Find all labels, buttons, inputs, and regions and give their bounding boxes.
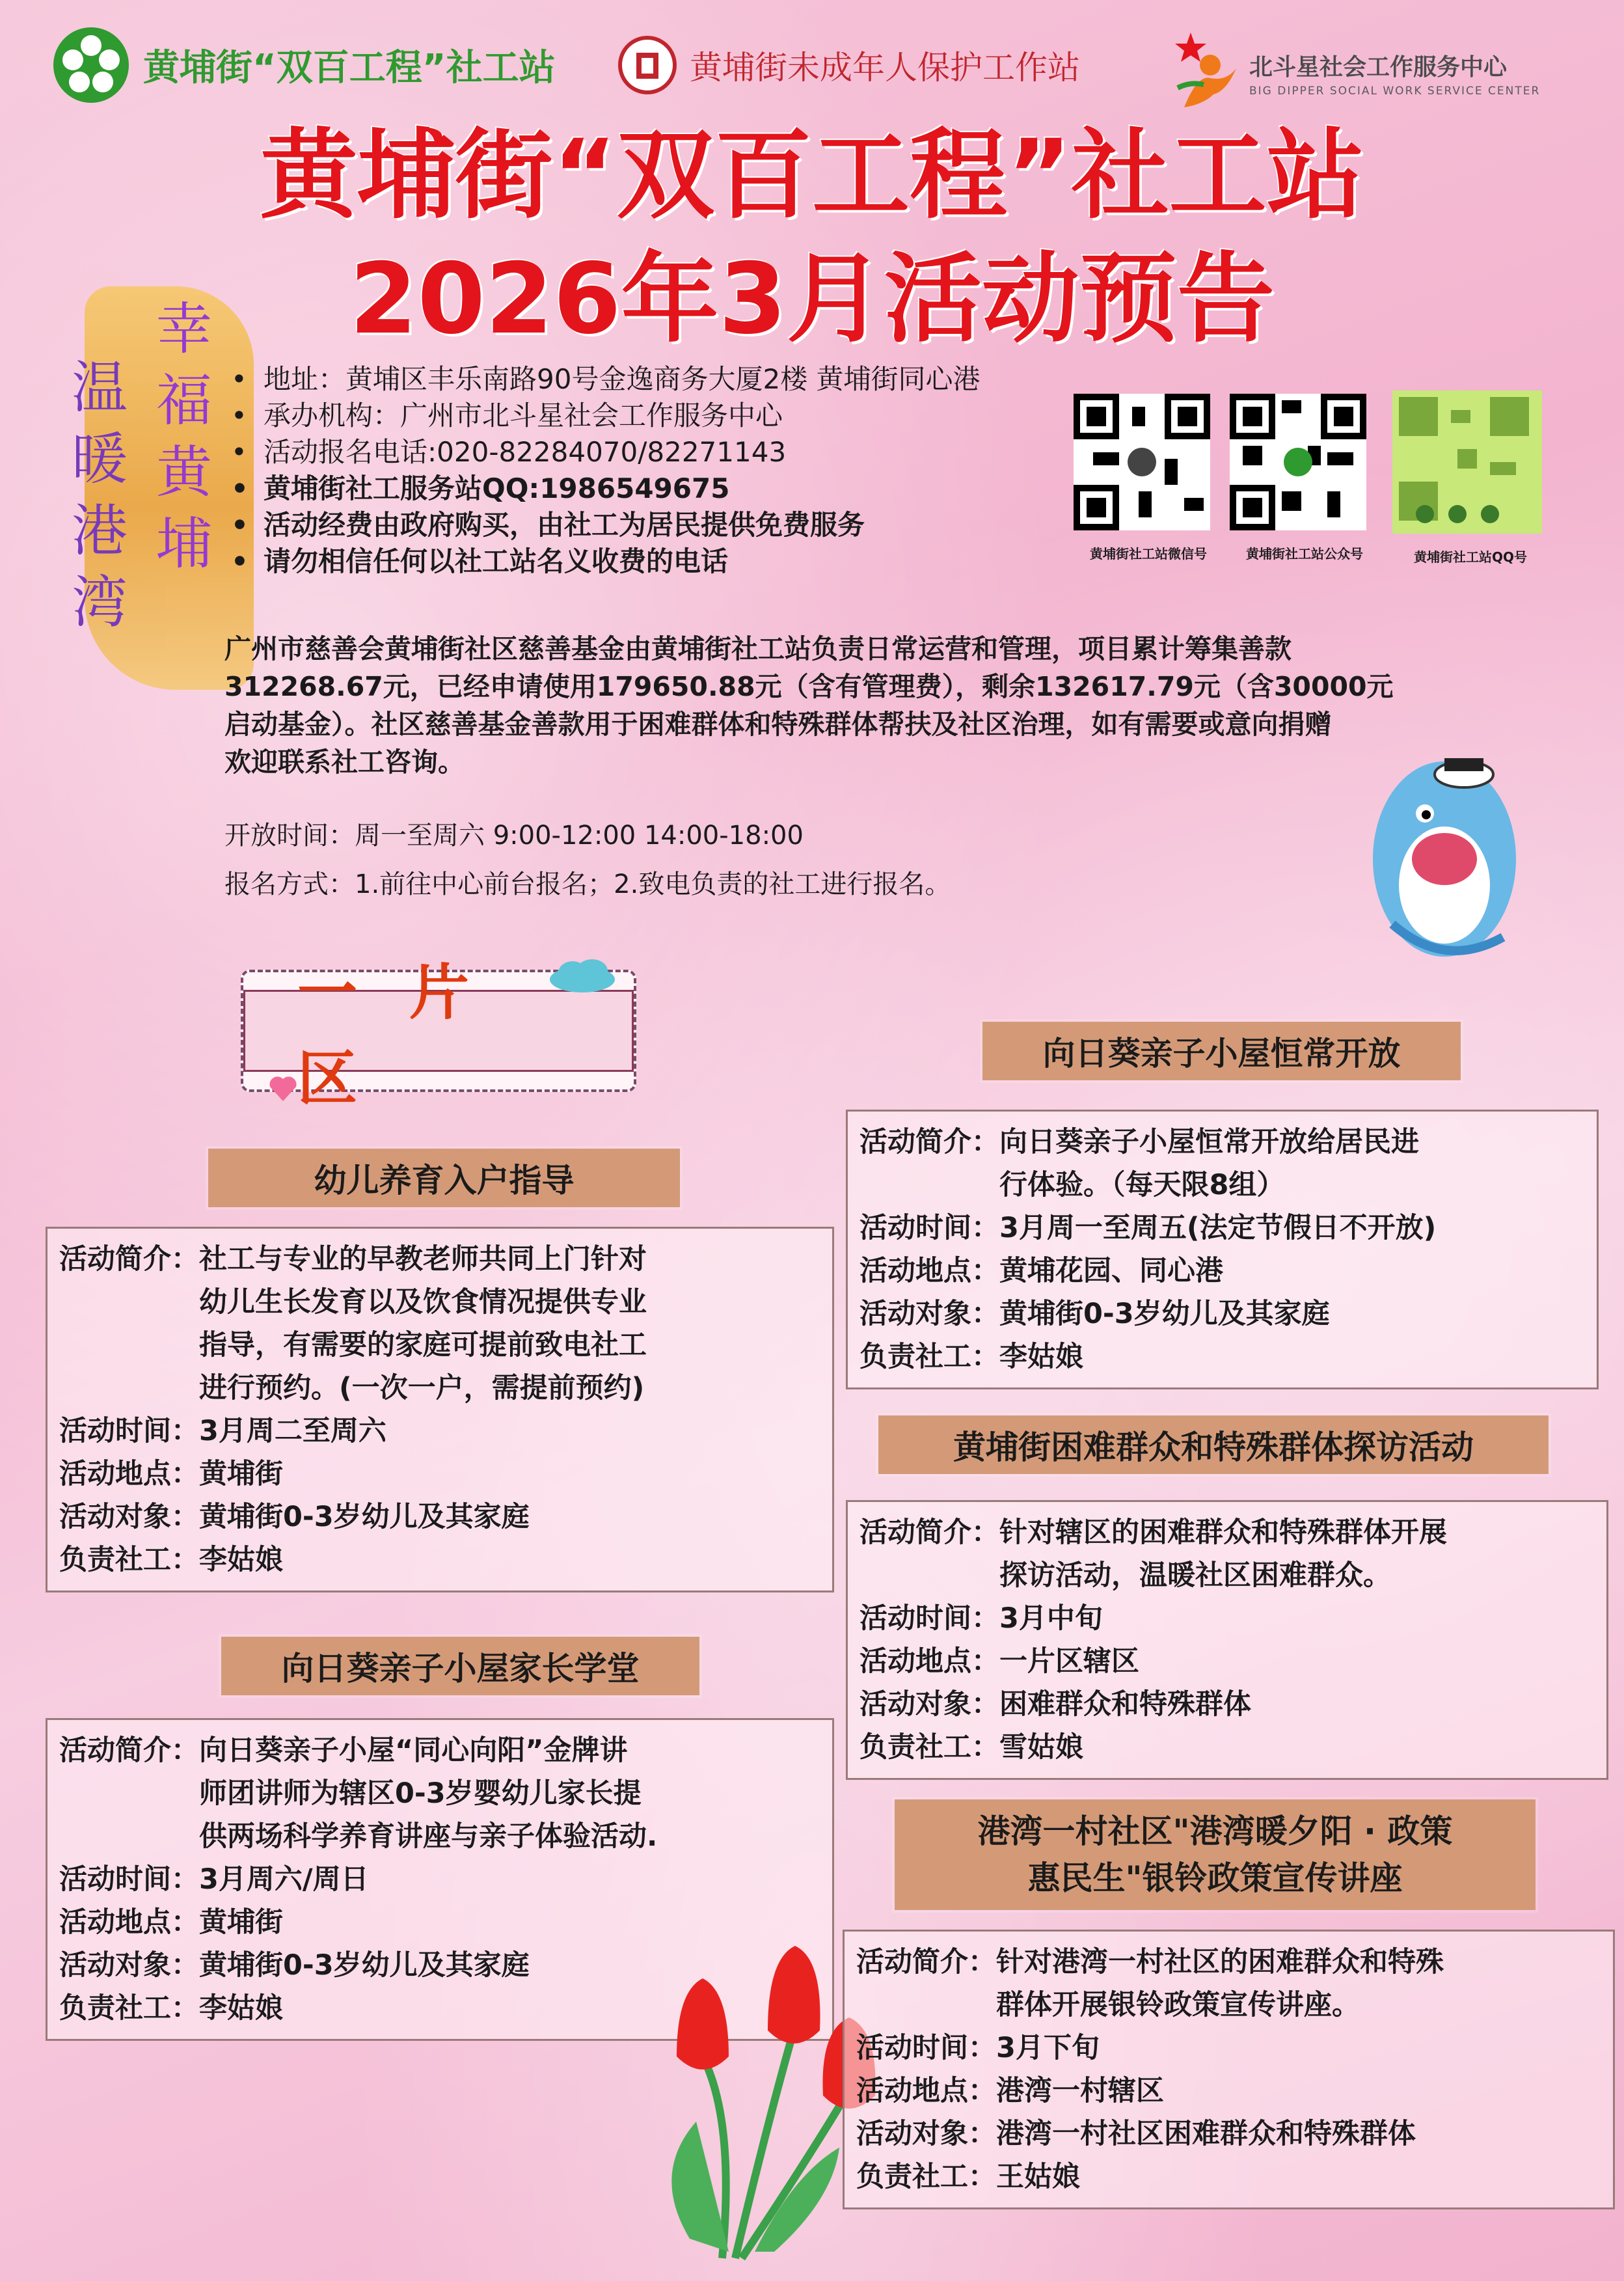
time-key: 活动时间：: [59, 1415, 199, 1447]
qr-caption: 黄埔街社工站QQ号: [1413, 549, 1527, 565]
fund-line: 312268.67元，已经申请使用179650.88元（含有管理费），剩余132617.79元（含30000元: [224, 671, 1394, 702]
target-key: 活动对象：: [859, 1298, 999, 1330]
intro-key: 活动简介：: [856, 1946, 996, 1978]
qr-code-image: [1074, 394, 1210, 530]
intro-line: 幼儿生长发育以及饮食情况提供专业: [199, 1286, 647, 1318]
target-value: 困难群众和特殊群体: [999, 1688, 1251, 1721]
cloud-icon: [547, 957, 618, 996]
logo-big-dipper: [1165, 29, 1581, 114]
intro-line: 群体开展银铃政策宣传讲座。: [996, 1989, 1360, 2021]
qr-code-image: [1392, 390, 1542, 534]
activity-title: 黄埔街困难群众和特殊群体探访活动: [878, 1415, 1549, 1474]
place-key: 活动地点：: [59, 1906, 199, 1939]
place-value: 黄埔街: [199, 1458, 283, 1490]
worker-key: 负责社工：: [859, 1731, 999, 1764]
qr-caption: 黄埔街社工站公众号: [1246, 546, 1363, 562]
qr-qq[interactable]: [1392, 390, 1549, 566]
intro-key: 活动简介：: [59, 1734, 199, 1767]
place-value: 一片区辖区: [999, 1645, 1139, 1678]
logo-shuangbai: [52, 26, 556, 104]
target-value: 黄埔街0-3岁幼儿及其家庭: [199, 1949, 530, 1982]
activity-card: [843, 1930, 1615, 2209]
place-key: 活动地点：: [859, 1645, 999, 1678]
slogan-char: 湾: [72, 570, 128, 635]
info-list: [224, 361, 1103, 580]
qr-official-account[interactable]: [1230, 394, 1379, 562]
intro-key: 活动简介：: [859, 1516, 999, 1549]
activity-card: [846, 1110, 1599, 1389]
logo-minor-protection: [618, 36, 1080, 94]
star-person-icon: [1165, 29, 1243, 114]
activity-title-line: 港湾一村社区"港湾暖夕阳 · 政策: [977, 1812, 1453, 1850]
qr-caption: 黄埔街社工站微信号: [1090, 546, 1207, 562]
intro-line: 进行预约。(一次一户，需提前预约): [199, 1372, 645, 1404]
slogan-char: 港: [72, 499, 128, 564]
intro-line: 供两场科学养育讲座与亲子体验活动.: [199, 1820, 658, 1853]
page-title-line2: 2026年3月活动预告: [349, 243, 1275, 356]
logo-left-text: 黄埔街“双百工程”社工站: [143, 47, 556, 89]
time-key: 活动时间：: [859, 1212, 999, 1244]
activity-title-line: 惠民生"银铃政策宣传讲座: [1027, 1859, 1403, 1897]
worker-key: 负责社工：: [856, 2161, 996, 2193]
place-value: 港湾一村辖区: [996, 2075, 1164, 2107]
intro-line: 社工与专业的早教老师共同上门针对: [199, 1243, 647, 1276]
time-key: 活动时间：: [859, 1602, 999, 1635]
info-fraud-warning: • 请勿相信任何以社工站名义收费的电话: [224, 543, 1103, 580]
slogan-char: 暖: [72, 427, 128, 492]
slogan-char: 黄: [156, 440, 212, 505]
activity-title: [895, 1799, 1536, 1910]
info-address: • 地址：黄埔区丰乐南路90号金逸商务大厦2楼 黄埔街同心港: [224, 361, 1103, 398]
time-key: 活动时间：: [59, 1863, 199, 1896]
fund-line: 广州市慈善会黄埔街社区慈善基金由黄埔街社工站负责日常运营和管理，项目累计筹集善款: [224, 633, 1292, 664]
intro-line: 针对港湾一村社区的困难群众和特殊: [996, 1946, 1444, 1978]
target-key: 活动对象：: [859, 1688, 999, 1721]
qr-code-image: [1230, 394, 1366, 530]
info-free-service: • 活动经费由政府购买，由社工为居民提供免费服务: [224, 507, 1103, 543]
worker-value: 李姑娘: [199, 1544, 283, 1576]
intro-line: 师团讲师为辖区0-3岁婴幼儿家长提: [199, 1777, 642, 1810]
target-value: 黄埔街0-3岁幼儿及其家庭: [199, 1501, 530, 1533]
time-value: 3月周六/周日: [199, 1863, 369, 1896]
intro-line: 探访活动，温暖社区困难群众。: [999, 1559, 1391, 1592]
heart-icon: [267, 1074, 299, 1103]
worker-key: 负责社工：: [59, 1544, 199, 1576]
target-key: 活动对象：: [59, 1949, 199, 1982]
signup-method: 报名方式：1.前往中心前台报名；2.致电负责的社工进行报名。: [224, 869, 951, 899]
slogan-char: 埔: [156, 512, 212, 577]
worker-value: 李姑娘: [199, 1992, 283, 2025]
info-phone: • 活动报名电话:020-82284070/82271143: [224, 434, 1103, 471]
worker-key: 负责社工：: [859, 1341, 999, 1373]
activity-title: 向日葵亲子小屋家长学堂: [221, 1637, 699, 1695]
time-key: 活动时间：: [856, 2032, 996, 2064]
time-value: 3月中旬: [999, 1602, 1103, 1635]
slogan-char: 福: [156, 368, 212, 433]
time-value: 3月周一至周五(法定节假日不开放): [999, 1212, 1437, 1244]
intro-key: 活动简介：: [859, 1126, 999, 1158]
worker-value: 雪姑娘: [999, 1731, 1083, 1764]
open-hours: 开放时间：周一至周六 9:00-12:00 14:00-18:00: [224, 821, 804, 851]
slogan-char: 幸: [156, 297, 212, 362]
place-value: 黄埔花园、同心港: [999, 1255, 1223, 1287]
fund-line: 欢迎联系社工咨询。: [224, 746, 465, 778]
intro-line: 行体验。（每天限8组）: [999, 1169, 1285, 1201]
target-value: 黄埔街0-3岁幼儿及其家庭: [999, 1298, 1330, 1330]
worker-key: 负责社工：: [59, 1992, 199, 2025]
intro-line: 向日葵亲子小屋恒常开放给居民进: [999, 1126, 1419, 1158]
place-value: 黄埔街: [199, 1906, 283, 1939]
info-qq: • 黄埔街社工服务站QQ:1986549675: [224, 471, 1103, 507]
target-key: 活动对象：: [856, 2118, 996, 2150]
intro-line: 向日葵亲子小屋“同心向阳”金牌讲: [199, 1734, 628, 1767]
activity-card: [46, 1227, 834, 1592]
dolphin-mascot-icon: [1353, 729, 1536, 963]
flower-logo-icon: [52, 26, 130, 104]
place-key: 活动地点：: [859, 1255, 999, 1287]
emblem-icon: [618, 36, 677, 94]
fund-line: 启动基金）。社区慈善基金善款用于困难群体和特殊群体帮扶及社区治理，如有需要或意向捐赠: [224, 709, 1332, 740]
intro-line: 指导，有需要的家庭可提前致电社工: [199, 1329, 647, 1361]
info-organizer: • 承办机构：广州市北斗星社会工作服务中心: [224, 398, 1103, 434]
logo-right-subtitle: BIG DIPPER SOCIAL WORK SERVICE CENTER: [1249, 85, 1541, 98]
target-key: 活动对象：: [59, 1501, 199, 1533]
target-value: 港湾一村社区困难群众和特殊群体: [996, 2118, 1416, 2150]
intro-line: 针对辖区的困难群众和特殊群体开展: [999, 1516, 1447, 1549]
worker-value: 李姑娘: [999, 1341, 1083, 1373]
qr-wechat[interactable]: [1074, 394, 1223, 562]
worker-value: 王姑娘: [996, 2161, 1080, 2193]
place-key: 活动地点：: [856, 2075, 996, 2107]
activity-card: [846, 1500, 1608, 1780]
logo-right-text: 北斗星社会工作服务中心: [1249, 54, 1508, 81]
page-title-line1: 黄埔街“双百工程”社工站: [260, 119, 1364, 232]
activity-title: 向日葵亲子小屋恒常开放: [982, 1022, 1461, 1080]
place-key: 活动地点：: [59, 1458, 199, 1490]
slogan-char: 温: [72, 355, 128, 420]
time-value: 3月下旬: [996, 2032, 1100, 2064]
activity-title: 幼儿养育入户指导: [208, 1149, 680, 1207]
intro-key: 活动简介：: [59, 1243, 199, 1276]
logo-mid-text: 黄埔街未成年人保护工作站: [690, 49, 1080, 87]
zone-label: 一片区: [243, 990, 634, 1072]
time-value: 3月周二至周六: [199, 1415, 386, 1447]
